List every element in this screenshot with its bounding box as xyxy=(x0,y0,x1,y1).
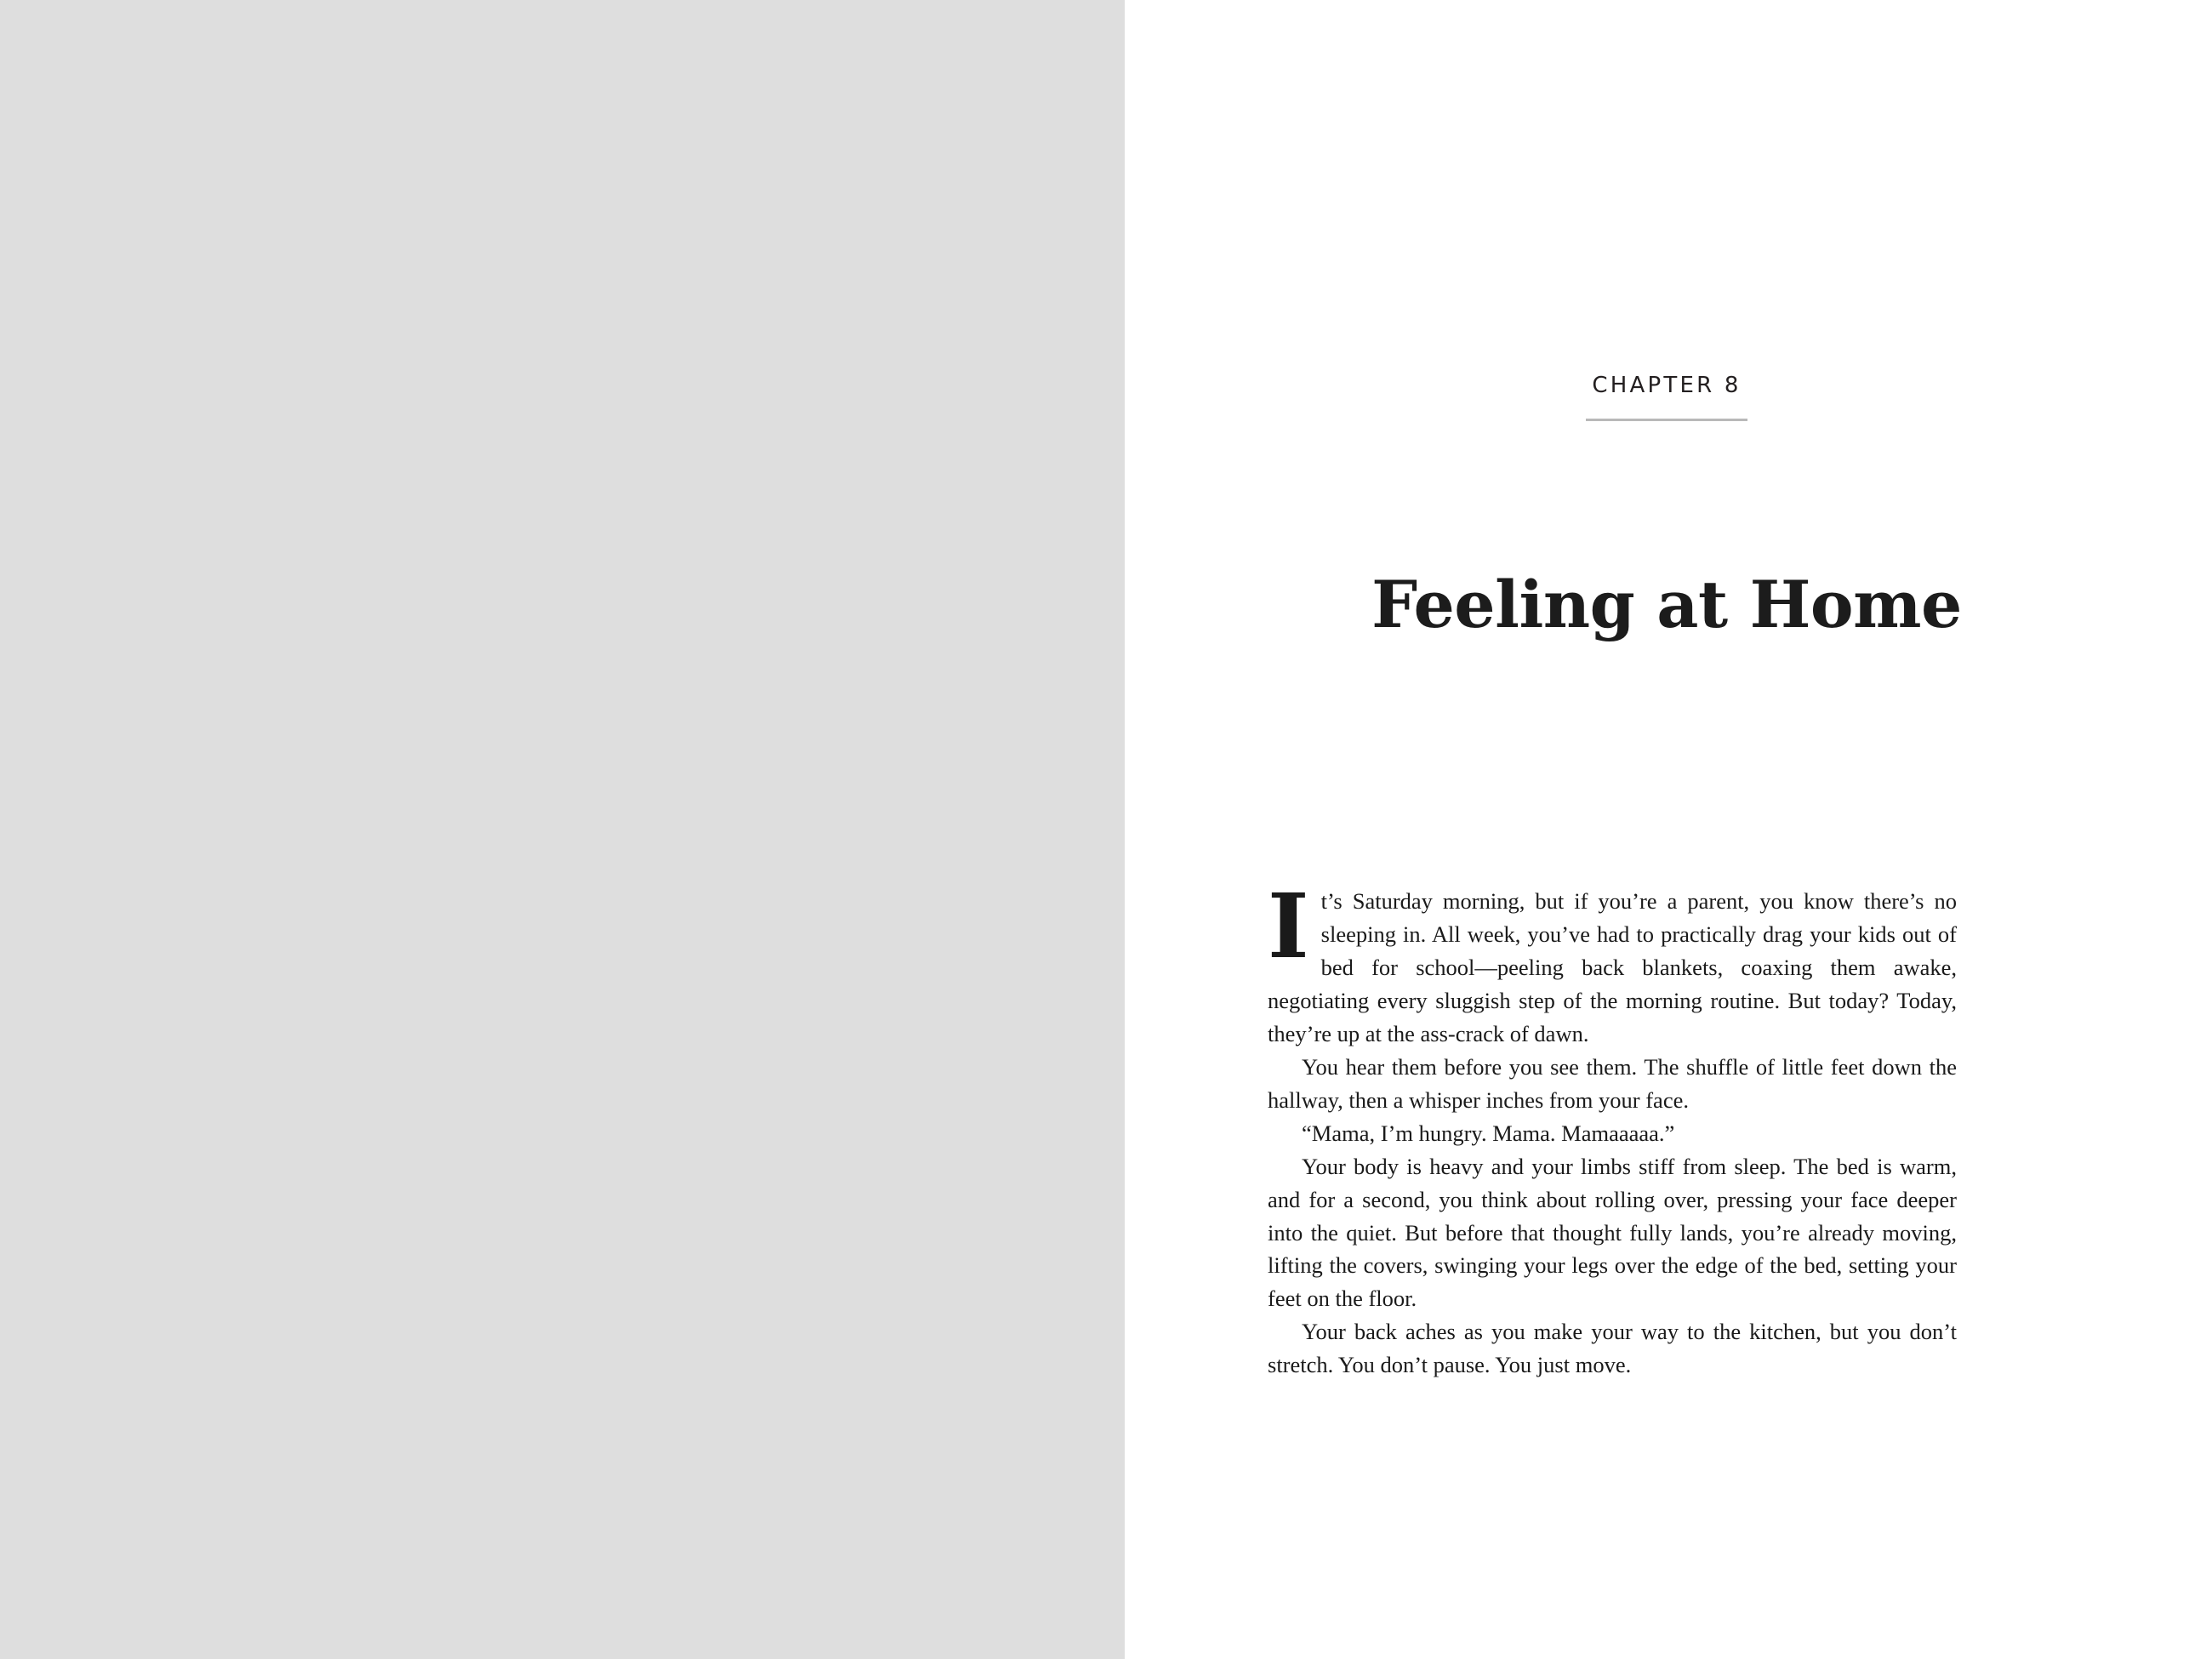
chapter-body-text xyxy=(1268,874,1957,1382)
paragraph-1-text: t’s Saturday morning, but if you’re a parent, you know there’s no sleeping in. All week, you’ve had to practically drag your kids out of bed for school—peeling back blankets, coaxing them awake, negotiating every sluggish step of the morning routine. But today? Today, they’re up at the ass-crack of dawn. xyxy=(1268,888,1957,1046)
paragraph-1 xyxy=(1268,874,1957,1051)
chapter-label: CHAPTER 8 xyxy=(1592,373,1742,398)
paragraph-3: “Mama, I’m hungry. Mama. Mamaaaaa.” xyxy=(1302,1120,1675,1146)
paragraph-5: Your back aches as you make your way to the kitchen, but you don’t stretch. You don’t pause. You just move. xyxy=(1268,1319,1957,1378)
paragraph-2: You hear them before you see them. The shuffle of little feet down the hallway, then a whisper inches from your face. xyxy=(1268,1053,1957,1113)
chapter-header xyxy=(1271,374,2062,421)
drop-cap: I xyxy=(1268,874,1309,978)
right-page-chapter-opening xyxy=(1125,0,2212,1659)
paragraph-4: Your body is heavy and your limbs stiff from sleep. The bed is warm, and for a second, you think about rolling over, pressing your face deeper into the quiet. But before that thought fully lands, you’re already moving, lifting the covers, swinging your legs over the edge of the bed, setting your feet on the floor. xyxy=(1268,1153,1957,1312)
chapter-divider-rule xyxy=(1586,419,1747,421)
chapter-title: Feeling at Home xyxy=(1371,566,1962,642)
